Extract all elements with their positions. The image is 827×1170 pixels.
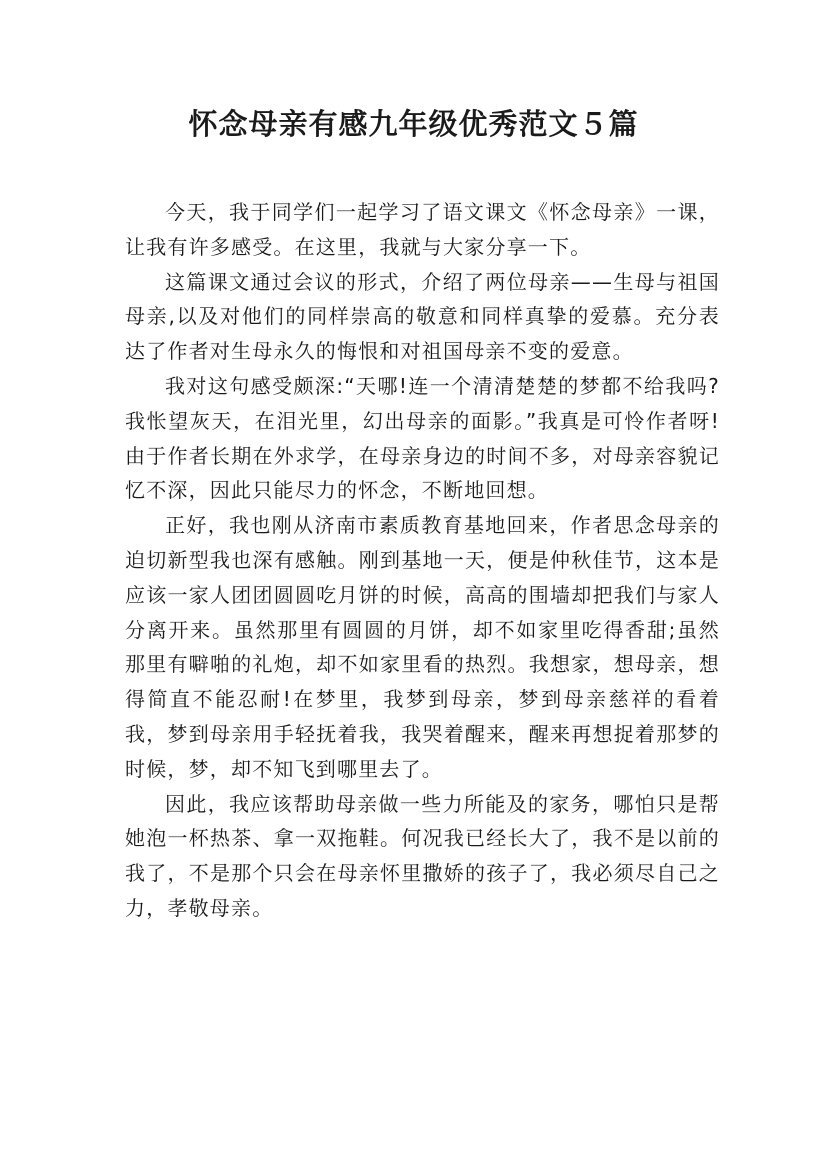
paragraph-4: 正好，我也刚从济南市素质教育基地回来，作者思念母亲的迫切新型我也深有感触。刚到基地一天，便是仲秋佳节，这本是应该一家人团团圆圆吃月饼的时候，高高的围墙却把我们与家人分离开来。虽然那里有圆圆的月饼，却不如家里吃得香甜;虽然那里有噼啪的礼炮，却不如家里看的热烈。我想家，想母亲，想得简直不能忍耐!在梦里，我梦到母亲，梦到母亲慈祥的看着我，梦到母亲用手轻抚着我，我哭着醒来，醒来再想捉着那梦的时候，梦，却不知飞到哪里去了。 <box>125 513 720 781</box>
paragraph-5: 因此，我应该帮助母亲做一些力所能及的家务，哪怕只是帮她泡一杯热茶、拿一双拖鞋。何况我已经长大了，我不是以前的我了，不是那个只会在母亲怀里撒娇的孩子了，我必须尽自己之力，孝敬母亲。 <box>125 791 720 920</box>
paragraph-2: 这篇课文通过会议的形式，介绍了两位母亲——生母与祖国母亲,以及对他们的同样崇高的敬意和同样真挚的爱慕。充分表达了作者对生母永久的悔恨和对祖国母亲不变的爱意。 <box>125 269 720 364</box>
document-body <box>125 195 720 926</box>
paragraph-1: 今天，我于同学们一起学习了语文课文《怀念母亲》一课，让我有许多感受。在这里，我就与大家分享一下。 <box>125 200 720 259</box>
document-title: 怀念母亲有感九年级优秀范文５篇 <box>188 107 639 141</box>
paragraph-3: 我对这句感受颇深:“天哪!连一个清清楚楚的梦都不给我吗?我怅望灰天，在泪光里，幻出母亲的面影。”我真是可怜作者呀!由于作者长期在外求学，在母亲身边的时间不多，对母亲容貌记忆不深，因此只能尽力的怀念，不断地回想。 <box>125 373 720 503</box>
